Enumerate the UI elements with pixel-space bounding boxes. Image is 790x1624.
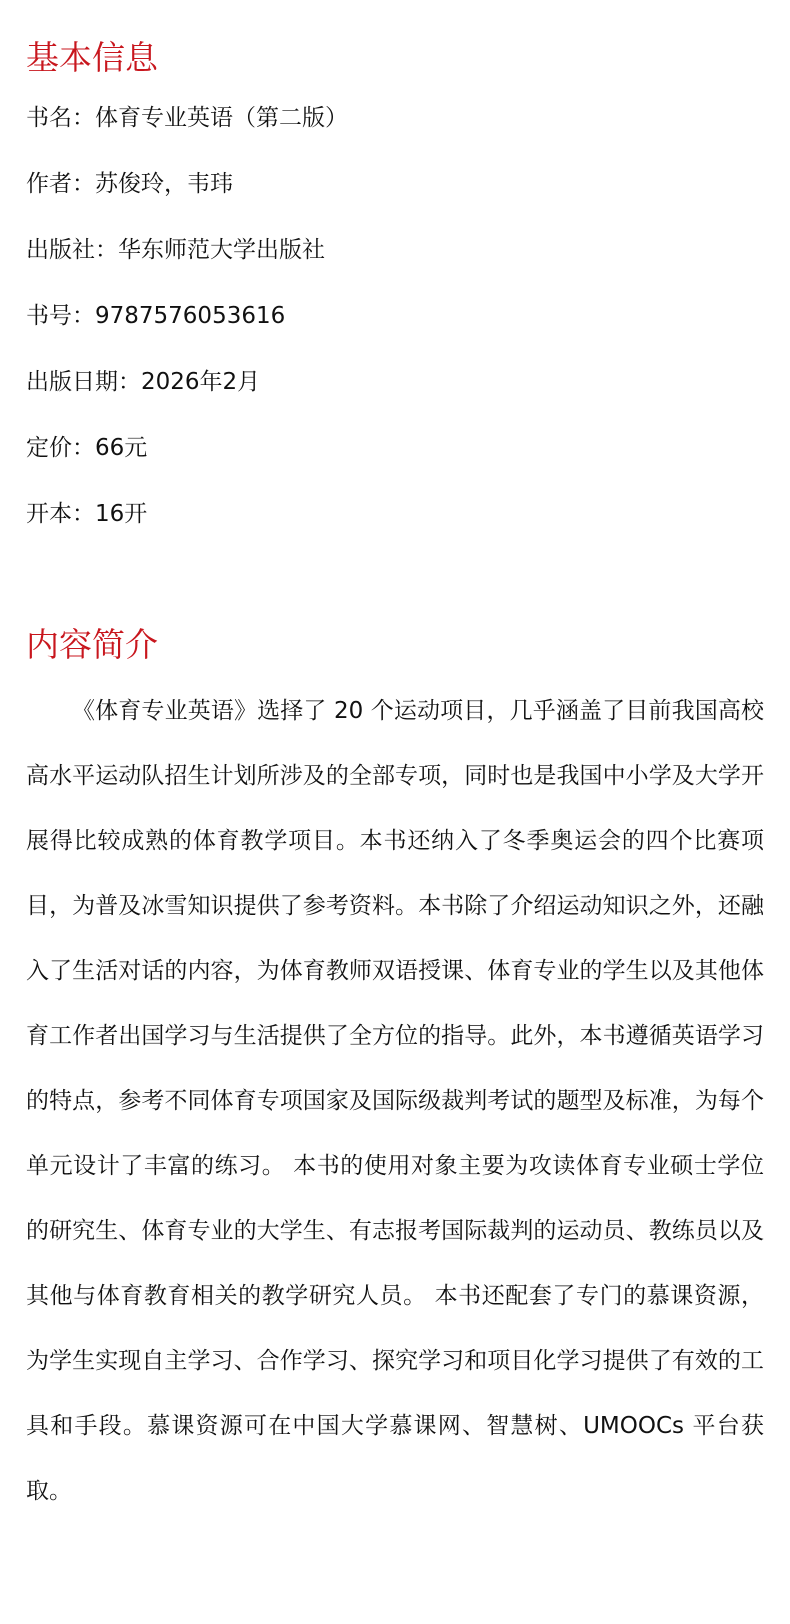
info-value: 体育专业英语（第二版） [95, 105, 348, 131]
info-label: 书名： [26, 105, 95, 131]
basic-info-list [26, 103, 764, 529]
info-row-price [26, 433, 764, 463]
info-row-publisher [26, 235, 764, 265]
info-value: 9787576053616 [95, 303, 286, 329]
info-label: 书号： [26, 303, 95, 329]
info-value: 华东师范大学出版社 [118, 237, 325, 263]
intro-heading: 内容简介 [26, 625, 158, 664]
intro-paragraph: 《体育专业英语》选择了 20 个运动项目，几乎涵盖了目前我国高校高水平运动队招生计划所涉及的全部专项，同时也是我国中小学及大学开展得比较成熟的体育教学项目。本书还纳入了冬季奥运会的四个比赛项目，为普及冰雪知识提供了参考资料。本书除了介绍运动知识之外，还融入了生活对话的内容，为体育教师双语授课、体育专业的学生以及其他体育工作者出国学习与生活提供了全方位的指导。此外，本书遵循英语学习的特点，参考不同体育专项国家及国际级裁判考试的题型及标准，为每个单元设计了丰富的练习。 本书的使用对象主要为攻读体育专业硕士学位的研究生、体育专业的大学生、有志报考国际裁判的运动员、教练员以及其他与体育教育相关的教学研究人员。 本书还配套了专门的慕课资源，为学生实现自主学习、合作学习、探究学习和项目化学习提供了有效的工具和手段。慕课资源可在中国大学慕课网、智慧树、UMOOCs 平台获取。 [26, 698, 764, 1504]
info-label: 出版日期： [26, 369, 141, 395]
info-row-isbn [26, 301, 764, 331]
info-row-title [26, 103, 764, 133]
info-label: 开本： [26, 501, 95, 527]
info-row-publish-date [26, 367, 764, 397]
info-value: 2026年2月 [141, 369, 261, 395]
basic-info-heading: 基本信息 [26, 38, 158, 77]
info-value: 66元 [95, 435, 148, 461]
info-label: 作者： [26, 171, 95, 197]
info-value: 苏俊玲，韦玮 [95, 171, 233, 197]
info-value: 16开 [95, 501, 148, 527]
info-label: 出版社： [26, 237, 118, 263]
info-row-author [26, 169, 764, 199]
info-row-format [26, 499, 764, 529]
info-label: 定价： [26, 435, 95, 461]
